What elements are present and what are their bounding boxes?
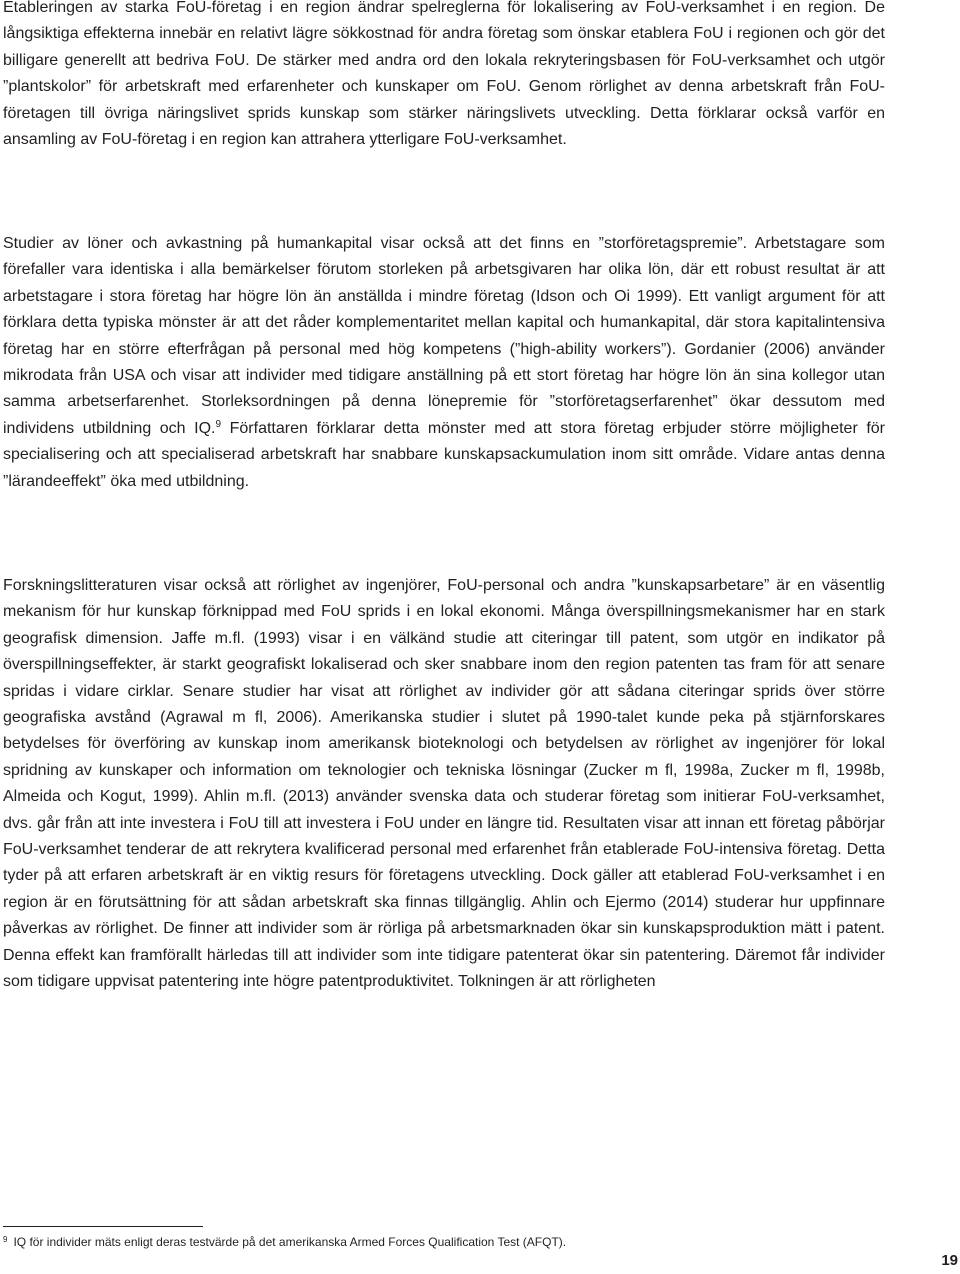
paragraph-3: Forskningslitteraturen visar också att rörlighet av ingenjörer, FoU-personal och andra ”kunskapsarbetare” är en väsentlig mekanism för hur kunskap förknippad med FoU sprids i en lokal ekonomi. Många överspillningsmekanismer har en stark geografisk dimension. Jaffe m.fl. (1993) visar i en välkänd studie att citeringar till patent, som utgör en indikator på överspillningseffekter, är starkt geografiskt lokaliserad och sker snabbare inom den region patenten tas fram för att senare spridas i vidare cirklar. Senare studier har visat att rörlighet av individer gör att sådana citeringar sprids över större geografiska avstånd (Agrawal m fl, 2006). Amerikanska studier i slutet på 1990-talet kunde peka på stjärnforskares betydelses för överföring av kunskap inom amerikansk bioteknologi och betydelsen av rörlighet av ingenjörer för lokal spridning av kunskaper och information om teknologier och tekniska lösningar (Zucker m fl, 1998a, Zucker m fl, 1998b, Almeida och Kogut, 1999). Ahlin m.fl. (2013) använder svenska data och studerar företag som initierar FoU-verksamhet, dvs. går från att inte investera i FoU till att investera i FoU under en längre tid. Resultaten visar att innan ett företag påbörjar FoU-verksamhet tenderar de att rekrytera kvalificerad personal med erfarenhet från etablerade FoU-intensiva företag. Detta tyder på att erfaren arbetskraft är en viktig resurs för företagens utveckling. Dock gäller att etablerad FoU-verksamhet i en region är en förutsättning för att sådan arbetskraft ska finnas tillgänglig. Ahlin och Ejermo (2014) studerar hur uppfinnare påverkas av rörlighet. De finner att individer som är rörliga på arbetsmarknaden ökar sin kunskapsproduktion mätt i patent. Denna effekt kan framförallt härledas till att individer som inte tidigare patenterat ökar sin patentering. Däremot får individer som tidigare uppvisat patentering inte högre patentproduktivitet. Tolkningen är att rörligheten — [3, 577, 885, 991]
page-number: 19 — [941, 1252, 958, 1269]
footnote-divider — [3, 1226, 203, 1227]
paragraph-2-text-after: Författaren förklarar detta mönster med att stora företag erbjuder större möjligheter för specialisering och att specialiserad arbetskraft har snabbare kunskapsackumulation inom sitt område. Vidare antas denna ”lärandeeffekt” öka med utbildning. — [3, 419, 886, 490]
footnote-marker: 9 — [3, 1235, 8, 1244]
footnote-text: IQ för individer mäts enligt deras testvärde på det amerikanska Armed Forces Qualification Test (AFQT). — [13, 1235, 567, 1249]
footnote-reference[interactable]: 9 — [215, 418, 222, 430]
footnote — [3, 1234, 903, 1250]
paragraph-2 — [3, 231, 885, 495]
paragraph-1: Etableringen av starka FoU-företag i en region ändrar spelreglerna för lokalisering av FoU-verksamhet i en region. De långsiktiga effekterna innebär en relativt lägre sökkostnad för andra företag som önskar etablera FoU i regionen och gör det billigare generellt att bedriva FoU. De stärker med andra ord den lokala rekryteringsbasen för FoU-verksamhet och utgör ”plantskolor” för arbetskraft med erfarenheter och kunskaper om FoU. Genom rörlighet av denna arbetskraft från FoU-företagen till övriga näringslivet sprids kunskap som stärker näringslivets utveckling. Detta förklarar också varför en ansamling av FoU-företag i en region kan attrahera ytterligare FoU-verksamhet. — [3, 0, 885, 149]
paragraph-2-text-before: Studier av löner och avkastning på humankapital visar också att det finns en ”storföretagspremie”. Arbetstagare som förefaller vara identiska i alla bemärkelser förutom storleken på arbetsgivaren har olika lön, där ett robust resultat är att arbetstagare i stora företag har högre lön än anställda i mindre företag (Idson och Oi 1999). Ett vanligt argument för att förklara detta typiska mönster är att det råder komplementaritet mellan kapital och humankapital, där stora kapitalintensiva företag har en större efterfrågan på personal med hög kompetens (”high-ability workers”). Gordanier (2006) använder mikrodata från USA och visar att individer med tidigare anställning på ett stort företag har högre lön än sina kollegor utan samma arbetserfarenhet. Storleksordningen på denna lönepremie för ”storföretagserfarenhet” ökar dessutom med individens utbildning och IQ. — [3, 235, 885, 437]
